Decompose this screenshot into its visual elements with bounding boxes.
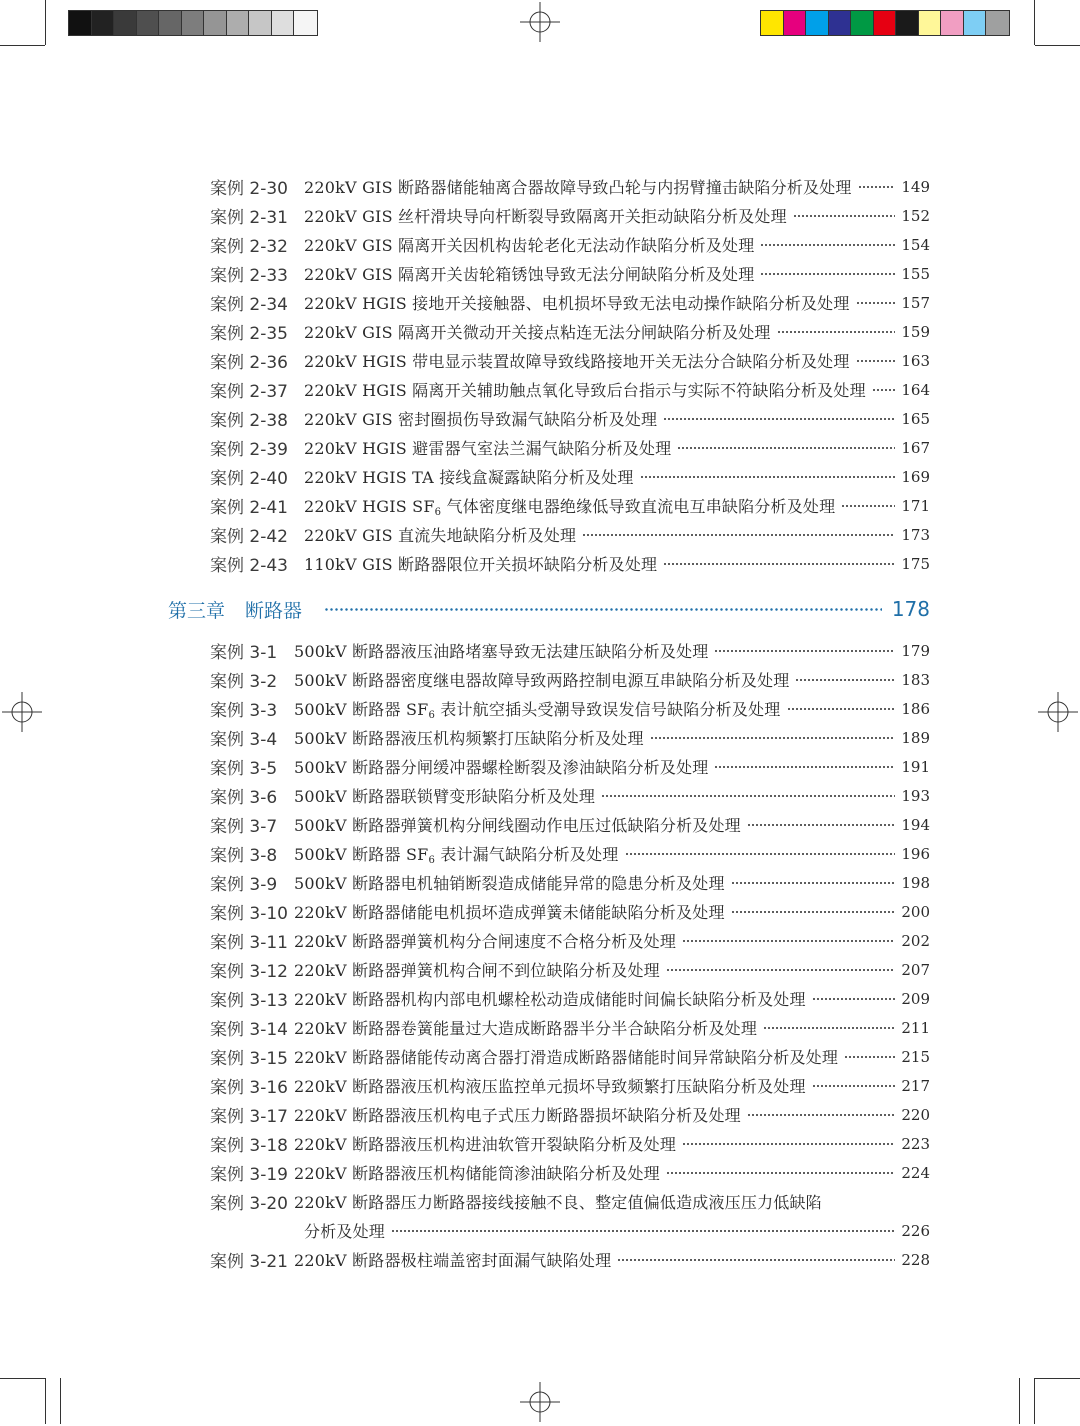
color-swatch bbox=[249, 11, 272, 35]
toc-entry[interactable] bbox=[210, 926, 930, 955]
toc-entry[interactable] bbox=[210, 520, 930, 549]
page-number: 164 bbox=[901, 380, 930, 399]
page-number: 152 bbox=[901, 206, 930, 225]
case-number: 案例 3-4 bbox=[210, 730, 278, 750]
chapter-label: 第三章 bbox=[168, 599, 226, 622]
toc-entry[interactable] bbox=[210, 172, 930, 201]
dot-leader bbox=[858, 186, 896, 188]
case-number: 案例 3-20 bbox=[210, 1194, 288, 1214]
dot-leader bbox=[650, 737, 896, 739]
page-number: 217 bbox=[901, 1076, 930, 1095]
entry-title: 220kV GIS 直流失地缺陷分析及处理 bbox=[304, 526, 577, 545]
dot-leader bbox=[601, 795, 895, 797]
case-number: 案例 3-15 bbox=[210, 1049, 288, 1069]
entry-title: 220kV GIS 丝杆滑块导向杆断裂导致隔离开关拒动缺陷分析及处理 bbox=[304, 207, 787, 226]
crop-mark bbox=[1035, 45, 1080, 46]
page-number: 173 bbox=[901, 525, 930, 544]
entry-title bbox=[294, 697, 781, 721]
toc-entry[interactable] bbox=[210, 230, 930, 259]
entry-title: 500kV 断路器弹簧机构分闸线圈动作电压过低缺陷分析及处理 bbox=[294, 816, 741, 835]
case-number: 案例 3-6 bbox=[210, 788, 278, 808]
page-number: 183 bbox=[901, 670, 930, 689]
color-calibration-strip bbox=[760, 10, 1010, 36]
toc-entry[interactable] bbox=[210, 259, 930, 288]
entry-title: 220kV 断路器极柱端盖密封面漏气缺陷处理 bbox=[294, 1251, 612, 1270]
dot-leader bbox=[714, 766, 895, 768]
entry-title: 220kV GIS 隔离开关因机构齿轮老化无法动作缺陷分析及处理 bbox=[304, 236, 755, 255]
case-number: 案例 2-32 bbox=[210, 237, 288, 257]
case-number: 案例 3-13 bbox=[210, 991, 288, 1011]
page-number: 175 bbox=[901, 554, 930, 573]
chapter-page-number: 178 bbox=[891, 597, 930, 621]
page-number: 198 bbox=[901, 873, 930, 892]
entry-title: 220kV 断路器弹簧机构分合闸速度不合格分析及处理 bbox=[294, 932, 677, 951]
dot-leader bbox=[582, 534, 895, 536]
case-number: 案例 3-10 bbox=[210, 904, 288, 924]
dot-leader bbox=[714, 650, 895, 652]
page-number: 224 bbox=[901, 1163, 930, 1182]
color-swatch bbox=[227, 11, 250, 35]
dot-leader bbox=[682, 940, 895, 942]
toc-entry[interactable] bbox=[210, 984, 930, 1013]
entry-title-part: 气体密度继电器绝缘低导致直流电互串缺陷分析及处理 bbox=[441, 496, 836, 516]
color-swatch bbox=[851, 11, 874, 35]
entry-title-continuation: 分析及处理 bbox=[304, 1222, 386, 1241]
case-number: 案例 2-31 bbox=[210, 208, 288, 228]
case-number: 案例 2-43 bbox=[210, 556, 288, 576]
page-number: 209 bbox=[901, 989, 930, 1008]
dot-leader bbox=[856, 360, 896, 362]
case-number: 案例 3-11 bbox=[210, 933, 288, 953]
entry-title-part: 220kV HGIS SF bbox=[304, 496, 435, 516]
color-swatch bbox=[159, 11, 182, 35]
page-number: 167 bbox=[901, 438, 930, 457]
case-number: 案例 3-18 bbox=[210, 1136, 288, 1156]
toc-entry-continuation[interactable] bbox=[304, 1216, 930, 1245]
dot-leader bbox=[324, 608, 882, 611]
dot-leader bbox=[812, 998, 896, 1000]
page-number: 179 bbox=[901, 641, 930, 660]
crop-mark bbox=[1019, 1378, 1020, 1424]
case-number: 案例 3-19 bbox=[210, 1165, 288, 1185]
dot-leader bbox=[640, 476, 896, 478]
page-number: 149 bbox=[901, 177, 930, 196]
dot-leader bbox=[777, 331, 896, 333]
entry-title-subscript: 6 bbox=[434, 506, 442, 518]
toc-entry[interactable] bbox=[210, 1187, 930, 1216]
toc-entry[interactable] bbox=[210, 897, 930, 926]
entry-title: 220kV HGIS TA 接线盒凝露缺陷分析及处理 bbox=[304, 468, 634, 487]
page-number: 186 bbox=[901, 699, 930, 718]
entry-title: 220kV 断路器卷簧能量过大造成断路器半分半合缺陷分析及处理 bbox=[294, 1019, 758, 1038]
entry-title-subscript: 6 bbox=[428, 854, 435, 866]
page-number: 191 bbox=[901, 757, 930, 776]
toc-entry[interactable] bbox=[210, 1129, 930, 1158]
entry-title: 220kV 断路器液压机构电子式压力断路器损坏缺陷分析及处理 bbox=[294, 1106, 741, 1125]
entry-title: 500kV 断路器密度继电器故障导致两路控制电源互串缺陷分析及处理 bbox=[294, 671, 790, 690]
dot-leader bbox=[677, 447, 895, 449]
toc-entry[interactable] bbox=[210, 1042, 930, 1071]
page-number: 171 bbox=[901, 496, 930, 515]
registration-mark bbox=[520, 1382, 560, 1422]
toc-entry[interactable] bbox=[210, 839, 930, 868]
page-number: 207 bbox=[901, 960, 930, 979]
case-number: 案例 3-17 bbox=[210, 1107, 288, 1127]
entry-title: 220kV 断路器液压机构储能筒渗油缺陷分析及处理 bbox=[294, 1164, 660, 1183]
dot-leader bbox=[841, 505, 895, 507]
page-number: 194 bbox=[901, 815, 930, 834]
color-swatch bbox=[69, 11, 92, 35]
dot-leader bbox=[812, 1085, 896, 1087]
toc-entry[interactable] bbox=[210, 1013, 930, 1042]
dot-leader bbox=[763, 1027, 895, 1029]
dot-leader bbox=[793, 215, 896, 217]
page-number: 193 bbox=[901, 786, 930, 805]
crop-mark bbox=[1035, 1378, 1080, 1379]
toc-entry[interactable] bbox=[210, 1245, 930, 1274]
dot-leader bbox=[872, 389, 896, 391]
page-number: 223 bbox=[901, 1134, 930, 1153]
toc-entry[interactable] bbox=[210, 1158, 930, 1187]
toc-entry[interactable] bbox=[210, 404, 930, 433]
case-number: 案例 3-21 bbox=[210, 1252, 288, 1272]
toc-entry[interactable] bbox=[210, 288, 930, 317]
toc-entry[interactable] bbox=[210, 346, 930, 375]
case-number: 案例 3-12 bbox=[210, 962, 288, 982]
chapter-name: 断路器 bbox=[245, 599, 303, 622]
crop-mark bbox=[0, 45, 45, 46]
dot-leader bbox=[682, 1143, 895, 1145]
entry-title: 220kV 断路器储能电机损坏造成弹簧未储能缺陷分析及处理 bbox=[294, 903, 725, 922]
toc-entry[interactable] bbox=[210, 781, 930, 810]
entry-title: 500kV 断路器分闸缓冲器螺栓断裂及渗油缺陷分析及处理 bbox=[294, 758, 709, 777]
page-number: 215 bbox=[901, 1047, 930, 1066]
case-number: 案例 2-39 bbox=[210, 440, 288, 460]
page-number: 165 bbox=[901, 409, 930, 428]
entry-title-subscript: 6 bbox=[428, 709, 435, 721]
page-number: 196 bbox=[901, 844, 930, 863]
entry-title: 220kV HGIS 接地开关接触器、电机损坏导致无法电动操作缺陷分析及处理 bbox=[304, 294, 850, 313]
color-swatch bbox=[806, 11, 829, 35]
toc-entry[interactable] bbox=[210, 955, 930, 984]
color-swatch bbox=[784, 11, 807, 35]
color-swatch bbox=[272, 11, 295, 35]
registration-mark bbox=[1038, 692, 1078, 732]
case-number: 案例 2-38 bbox=[210, 411, 288, 431]
dot-leader bbox=[760, 244, 895, 246]
entry-title: 500kV 断路器液压机构频繁打压缺陷分析及处理 bbox=[294, 729, 644, 748]
page-number: 220 bbox=[901, 1105, 930, 1124]
case-number: 案例 3-5 bbox=[210, 759, 278, 779]
dot-leader bbox=[625, 853, 896, 855]
case-number: 案例 3-14 bbox=[210, 1020, 288, 1040]
dot-leader bbox=[856, 302, 896, 304]
entry-title: 500kV 断路器电机轴销断裂造成储能异常的隐患分析及处理 bbox=[294, 874, 725, 893]
entry-title: 220kV GIS 隔离开关微动开关接点粘连无法分闸缺陷分析及处理 bbox=[304, 323, 771, 342]
case-number: 案例 3-8 bbox=[210, 846, 278, 866]
toc-entry[interactable] bbox=[210, 201, 930, 230]
color-swatch bbox=[294, 11, 317, 35]
case-number: 案例 2-33 bbox=[210, 266, 288, 286]
toc-entry[interactable] bbox=[210, 462, 930, 491]
color-swatch bbox=[829, 11, 852, 35]
color-swatch bbox=[114, 11, 137, 35]
color-swatch bbox=[874, 11, 897, 35]
dot-leader bbox=[787, 708, 896, 710]
color-swatch bbox=[919, 11, 942, 35]
toc-entry[interactable] bbox=[210, 491, 930, 520]
toc-entry[interactable] bbox=[210, 723, 930, 752]
case-number: 案例 2-35 bbox=[210, 324, 288, 344]
dot-leader bbox=[795, 679, 895, 681]
color-swatch bbox=[761, 11, 784, 35]
page-number: 159 bbox=[901, 322, 930, 341]
case-number: 案例 2-30 bbox=[210, 179, 288, 199]
color-swatch bbox=[204, 11, 227, 35]
page-number: 226 bbox=[901, 1221, 930, 1240]
toc-entry[interactable] bbox=[210, 868, 930, 897]
case-number: 案例 3-2 bbox=[210, 672, 278, 692]
crop-mark bbox=[60, 1378, 61, 1424]
dot-leader bbox=[747, 824, 895, 826]
case-number: 案例 2-40 bbox=[210, 469, 288, 489]
toc-entry[interactable] bbox=[210, 549, 930, 578]
entry-title: 220kV GIS 隔离开关齿轮箱锈蚀导致无法分闸缺陷分析及处理 bbox=[304, 265, 755, 284]
dot-leader bbox=[617, 1259, 895, 1261]
entry-title-part: 500kV 断路器 SF bbox=[294, 844, 429, 864]
entry-title: 220kV 断路器储能传动离合器打滑造成断路器储能时间异常缺陷分析及处理 bbox=[294, 1048, 839, 1067]
color-swatch bbox=[964, 11, 987, 35]
entry-title bbox=[294, 842, 619, 866]
case-number: 案例 3-9 bbox=[210, 875, 278, 895]
page-number: 157 bbox=[901, 293, 930, 312]
page-number: 189 bbox=[901, 728, 930, 747]
chapter-heading[interactable] bbox=[168, 594, 930, 624]
entry-title-part: 表计漏气缺陷分析及处理 bbox=[435, 844, 619, 864]
toc-entry[interactable] bbox=[210, 375, 930, 404]
crop-mark bbox=[1034, 0, 1035, 45]
page-number: 169 bbox=[901, 467, 930, 486]
case-number: 案例 2-34 bbox=[210, 295, 288, 315]
entry-title: 220kV 断路器液压机构进油软管开裂缺陷分析及处理 bbox=[294, 1135, 677, 1154]
case-number: 案例 3-16 bbox=[210, 1078, 288, 1098]
toc-entry[interactable] bbox=[210, 752, 930, 781]
entry-title bbox=[304, 494, 835, 518]
color-swatch bbox=[182, 11, 205, 35]
toc-entry[interactable] bbox=[210, 810, 930, 839]
crop-mark bbox=[0, 1378, 45, 1379]
color-swatch bbox=[941, 11, 964, 35]
entry-title: 220kV 断路器压力断路器接线接触不良、整定值偏低造成液压压力低缺陷 bbox=[294, 1193, 822, 1212]
toc-entry[interactable] bbox=[210, 1071, 930, 1100]
dot-leader bbox=[663, 563, 895, 565]
color-swatch bbox=[896, 11, 919, 35]
entry-title: 220kV 断路器机构内部电机螺栓松动造成储能时间偏长缺陷分析及处理 bbox=[294, 990, 806, 1009]
toc-entry[interactable] bbox=[210, 1100, 930, 1129]
toc-entry[interactable] bbox=[210, 665, 930, 694]
entry-title: 220kV 断路器弹簧机构合闸不到位缺陷分析及处理 bbox=[294, 961, 660, 980]
grayscale-calibration-strip bbox=[68, 10, 318, 36]
registration-mark bbox=[520, 2, 560, 42]
case-number: 案例 2-36 bbox=[210, 353, 288, 373]
registration-mark bbox=[2, 692, 42, 732]
toc-entry[interactable] bbox=[210, 433, 930, 462]
entry-title: 500kV 断路器联锁臂变形缺陷分析及处理 bbox=[294, 787, 596, 806]
dot-leader bbox=[666, 969, 895, 971]
page-number: 211 bbox=[901, 1018, 930, 1037]
entry-title: 500kV 断路器液压油路堵塞导致无法建压缺陷分析及处理 bbox=[294, 642, 709, 661]
case-number: 案例 3-3 bbox=[210, 701, 278, 721]
entry-title: 220kV GIS 断路器储能轴离合器故障导致凸轮与内拐臂撞击缺陷分析及处理 bbox=[304, 178, 852, 197]
entry-title: 220kV HGIS 带电显示装置故障导致线路接地开关无法分合缺陷分析及处理 bbox=[304, 352, 850, 371]
dot-leader bbox=[844, 1056, 895, 1058]
color-swatch bbox=[986, 11, 1009, 35]
page-number: 155 bbox=[901, 264, 930, 283]
toc-entry[interactable] bbox=[210, 694, 930, 723]
page-number: 202 bbox=[901, 931, 930, 950]
crop-mark bbox=[45, 0, 46, 45]
crop-mark bbox=[1034, 1378, 1035, 1424]
page-number: 228 bbox=[901, 1250, 930, 1269]
dot-leader bbox=[760, 273, 895, 275]
crop-mark bbox=[45, 1378, 46, 1424]
page-number: 154 bbox=[901, 235, 930, 254]
dot-leader bbox=[391, 1230, 895, 1232]
toc-entry[interactable] bbox=[210, 317, 930, 346]
page-number: 163 bbox=[901, 351, 930, 370]
color-swatch bbox=[137, 11, 160, 35]
case-number: 案例 3-1 bbox=[210, 643, 278, 663]
dot-leader bbox=[747, 1114, 895, 1116]
color-swatch bbox=[92, 11, 115, 35]
entry-title: 220kV GIS 密封圈损伤导致漏气缺陷分析及处理 bbox=[304, 410, 658, 429]
dot-leader bbox=[666, 1172, 895, 1174]
case-number: 案例 2-41 bbox=[210, 498, 288, 518]
dot-leader bbox=[663, 418, 895, 420]
case-number: 案例 2-42 bbox=[210, 527, 288, 547]
entry-title: 220kV 断路器液压机构液压监控单元损坏导致频繁打压缺陷分析及处理 bbox=[294, 1077, 806, 1096]
entry-title: 110kV GIS 断路器限位开关损坏缺陷分析及处理 bbox=[304, 555, 658, 574]
dot-leader bbox=[731, 911, 896, 913]
page-number: 200 bbox=[901, 902, 930, 921]
toc-entry[interactable] bbox=[210, 636, 930, 665]
case-number: 案例 3-7 bbox=[210, 817, 278, 837]
entry-title-part: 表计航空插头受潮导致误发信号缺陷分析及处理 bbox=[435, 699, 781, 719]
entry-title-part: 500kV 断路器 SF bbox=[294, 699, 429, 719]
case-number: 案例 2-37 bbox=[210, 382, 288, 402]
entry-title: 220kV HGIS 隔离开关辅助触点氧化导致后台指示与实际不符缺陷分析及处理 bbox=[304, 381, 866, 400]
entry-title: 220kV HGIS 避雷器气室法兰漏气缺陷分析及处理 bbox=[304, 439, 672, 458]
dot-leader bbox=[731, 882, 896, 884]
